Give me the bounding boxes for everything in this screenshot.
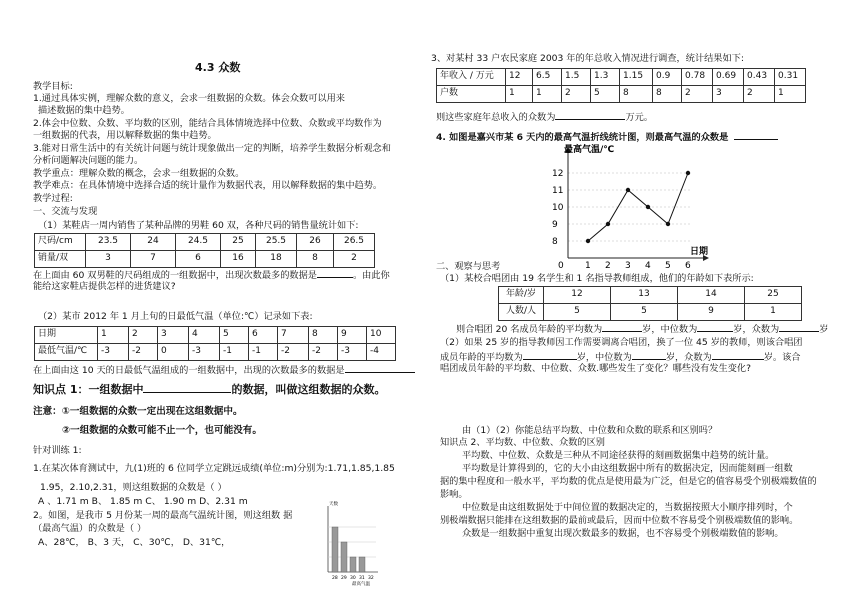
paragraph-2-line-3: 影响。: [440, 489, 468, 500]
question-2-text-a: 在上面由这 10 天的日最低气温组成的一组数据中，出现的次数最多的数据是: [33, 365, 345, 376]
shoe-cell: 26: [297, 234, 334, 251]
temp-cell: -2: [129, 344, 158, 361]
income-cell: 0.69: [713, 69, 744, 86]
discussion-2-line-2: [440, 350, 801, 364]
temp-cell: 4: [189, 327, 220, 344]
temp-cell: 最低气温/℃: [35, 344, 98, 361]
line-y-label: 最高气温/℃: [564, 145, 615, 155]
temp-cell: -2: [278, 344, 309, 361]
objective-2-line-2: 一组数据的代表，用以解释数据的集中趋势。: [33, 130, 217, 141]
paragraph-3-line-1: 中位数是由这组数据处于中间位置的数据决定的，当数据按照大小顺序排列时，个: [462, 502, 793, 513]
bar-tick-32: 32: [368, 576, 374, 581]
income-cell: 1.15: [620, 69, 653, 86]
discussion-2-line-1: （2）如果 25 岁的指导教师因工作需要调离合唱团，换了一位 45 岁的教师，则该合唱团: [440, 337, 803, 348]
bar: [332, 527, 338, 572]
shoe-cell: 25: [221, 234, 256, 251]
objective-3-line-2: 分析问题解决问题的能力。: [33, 155, 144, 166]
data-point: [586, 239, 590, 243]
bar-x-label: 最高气温: [352, 582, 370, 586]
y-tick-label: 8: [552, 237, 558, 247]
knowledge-point-1: [33, 382, 385, 397]
discussion-1: （1）某校合唱团由 19 名学生和 1 名指导教师组成，他们的年龄如下表所示:: [440, 273, 754, 284]
line-x-label: 日期: [690, 247, 709, 257]
shoe-cell: 25.5: [256, 234, 297, 251]
answer-blank[interactable]: [632, 350, 666, 360]
answer-blank[interactable]: [697, 322, 733, 332]
question-2-text: [33, 363, 415, 377]
question-1-text: [33, 268, 390, 282]
section-2-heading: 二、观察与思考: [436, 261, 501, 272]
shoe-cell: 2: [334, 251, 375, 268]
temperature-table: [34, 326, 396, 361]
paragraph-2-line-2: 据的集中程度和一般水平，平均数的优点是使用最为广泛，但是它的值容易受个别极端数值的: [440, 476, 817, 487]
shoe-cell: 24.5: [176, 234, 221, 251]
shoe-cell: 8: [297, 251, 334, 268]
age-cell: 14: [678, 287, 745, 304]
income-cell: 12: [506, 69, 533, 86]
y-tick-label: 11: [552, 186, 564, 196]
discussion-2-text-c: 岁，众数为: [665, 352, 712, 363]
answer-blank[interactable]: [734, 130, 778, 140]
shoe-size-table: [34, 233, 375, 268]
knowledge-point-1-a: 知识点 1：一组数据中: [33, 383, 144, 396]
y-tick-label: 10: [552, 203, 564, 213]
x-tick-label: 6: [685, 261, 691, 268]
income-cell: 1.5: [562, 69, 591, 86]
temp-cell: 10: [367, 327, 396, 344]
objective-1-line-2: 描述数据的集中趋势。: [38, 105, 130, 116]
temp-cell: -3: [338, 344, 367, 361]
income-cell: 2: [562, 86, 591, 103]
temp-cell: -3: [189, 344, 220, 361]
discussion-2-text-d: 岁。该合: [763, 352, 801, 363]
income-cell: 3: [713, 86, 744, 103]
knowledge-point-1-b: 的数据，叫做这组数据的众数。: [231, 383, 386, 396]
shoe-cell: 7: [131, 251, 176, 268]
bar: [341, 542, 347, 572]
shoe-cell: 3: [86, 251, 131, 268]
training-2-options: A、28℃， B、3 天， C、30℃， D、31℃，: [38, 537, 231, 548]
x-tick-label: 3: [625, 261, 631, 268]
paragraph-4: 众数是一组数据中重复出现次数最多的数据，也不容易受个别极端数值的影响。: [462, 528, 784, 539]
x-tick-label: 2: [605, 261, 611, 268]
answer-blank[interactable]: [555, 110, 625, 120]
income-cell: 0.31: [775, 69, 806, 86]
line-chart-grid: [568, 173, 692, 241]
training-1-options: A 、1.71 m B、 1.85 m C、 1.90 m D、2.31 m: [38, 496, 248, 507]
income-cell: 0.78: [682, 69, 713, 86]
paragraph-1: 平均数、中位数、众数是三种从不同途径获得的刻画数据集中趋势的统计量。: [462, 450, 775, 461]
note-1: 注意：①一组数据的众数一定出现在这组数据中。: [33, 406, 243, 417]
answer-blank[interactable]: [143, 382, 231, 393]
training-label: 针对训练 1:: [33, 445, 82, 456]
objective-1-line-1: 1.通过具体实例，理解众数的意义，会求一组数据的众数。体会众数可以用来: [33, 93, 345, 104]
data-point: [686, 171, 690, 175]
question-1-text-b: 。由此你: [352, 270, 390, 281]
objective-3-line-1: 3.能对日常生活中的有关统计问题与统计现象做出一定的判断，培养学生数据分析观念和: [33, 143, 391, 154]
question-3-text-b: 万元。: [625, 112, 653, 123]
objective-2-line-1: 2.体会中位数、众数、平均数的区别，能结合具体情境选择中位数、众数或平均数作为: [33, 118, 382, 129]
shoe-cell: 24: [131, 234, 176, 251]
question-1: （1）某鞋店一周内销售了某种品牌的男鞋 60 双，各种尺码的销售量统计如下:: [38, 220, 359, 231]
question-3-text-a: 则这些家庭年总收入的众数为: [436, 112, 556, 123]
data-point: [646, 205, 650, 209]
income-cell: 2: [682, 86, 713, 103]
income-cell: 0.43: [744, 69, 775, 86]
shoe-cell: 18: [256, 251, 297, 268]
shoe-cell: 销量/双: [35, 251, 86, 268]
answer-blank[interactable]: [779, 322, 819, 332]
income-cell: 5: [591, 86, 620, 103]
temp-cell: 日期: [35, 327, 98, 344]
income-cell: 0.9: [653, 69, 682, 86]
temp-cell: -1: [220, 344, 249, 361]
x-tick-label: 4: [645, 261, 651, 268]
objectives-label: 教学目标:: [33, 81, 73, 92]
age-table: [498, 286, 802, 321]
shoe-cell: 23.5: [86, 234, 131, 251]
x-tick-label: 5: [665, 261, 671, 268]
income-cell: 1: [775, 86, 806, 103]
temp-cell: 7: [278, 327, 309, 344]
y-tick-label: 12: [552, 169, 564, 179]
temp-cell: -4: [367, 344, 396, 361]
bar-y-label: 天数: [329, 502, 338, 507]
discussion-1-text: [456, 322, 828, 336]
section-1-heading: 一、交流与发现: [33, 206, 98, 217]
difficulty: 教学难点：在具体情境中选择合适的统计量作为数据代表，用以解释数据的集中趋势。: [33, 180, 383, 191]
x-tick-label: 0: [558, 261, 564, 268]
shoe-cell: 尺码/cm: [35, 234, 86, 251]
age-cell: 13: [611, 287, 678, 304]
temp-cell: 1: [98, 327, 129, 344]
answer-blank[interactable]: [317, 268, 353, 278]
bar-tick-28: 28: [332, 576, 338, 581]
discussion-2-text-b: 岁，中位数为: [576, 352, 632, 363]
key-point: 教学重点：理解众数的概念，会求一组数据的众数。: [33, 168, 245, 179]
income-cell: 8: [653, 86, 682, 103]
answer-blank[interactable]: [345, 363, 415, 373]
temp-cell: 5: [220, 327, 249, 344]
income-cell: 年收入 / 万元: [437, 69, 506, 86]
answer-blank[interactable]: [712, 350, 764, 360]
question-1-text-a: 在上面由 60 双男鞋的尺码组成的一组数据中，出现次数最多的数据是: [33, 270, 317, 281]
data-point: [666, 222, 670, 226]
training-2-line-2: （最高气温）的众数是（ ）: [33, 523, 147, 534]
temp-cell: 0: [158, 344, 189, 361]
age-cell: 年龄/岁: [499, 287, 544, 304]
summary-question: 由（1）（2）你能总结平均数、中位数和众数的联系和区别吗？: [462, 425, 718, 436]
shoe-cell: 6: [176, 251, 221, 268]
shoe-cell: 16: [221, 251, 256, 268]
age-cell: 25: [745, 287, 802, 304]
income-cell: 2: [744, 86, 775, 103]
process-label: 教学过程:: [33, 193, 73, 204]
question-2: （2）某市 2012 年 1 月上旬的日最低气温（单位:℃）记录如下表:: [38, 311, 313, 322]
temp-cell: -2: [309, 344, 338, 361]
age-cell: 1: [745, 304, 802, 321]
temp-cell: 6: [249, 327, 278, 344]
training-1-line-1: 1.在某次体育测试中，九(1)班的 6 位同学立定跳远成绩(单位:m)分别为:1.71,1.85,1.85: [33, 463, 395, 474]
age-cell: 9: [678, 304, 745, 321]
age-cell: 人数/人: [499, 304, 544, 321]
discussion-2-line-3: 唱团成员年龄的平均数、中位数、众数.哪些发生了变化？哪些没有发生变化?: [440, 363, 751, 374]
income-cell: 户数: [437, 86, 506, 103]
discussion-1-text-a: 则合唱团 20 名成员年龄的平均数为: [456, 324, 603, 335]
discussion-2-text-a: 成员年龄的平均数为: [440, 352, 523, 363]
bar-tick-31: 31: [359, 576, 365, 581]
page-title: 4.3 众数: [195, 61, 241, 74]
temp-cell: -1: [249, 344, 278, 361]
discussion-1-text-c: 岁，众数为: [733, 324, 780, 335]
data-point: [606, 222, 610, 226]
paragraph-3-line-2: 别极端数据只能排在这组数据的最前或最后，因而中位数不容易受个别极端数值的影响。: [440, 515, 799, 526]
y-tick-label: 9: [552, 220, 558, 230]
question-1-text-c: 能给这家鞋店提供怎样的进货建议?: [33, 281, 176, 292]
discussion-1-text-d: 岁: [819, 324, 829, 335]
temp-cell: 3: [158, 327, 189, 344]
answer-blank[interactable]: [523, 350, 577, 360]
x-tick-label: 1: [585, 261, 591, 268]
temperature-line-chart: [540, 142, 720, 268]
question-3-text: [436, 110, 653, 124]
training-1-line-2: 1.95，2.10,2.31，则这组数据的众数是（ ）: [40, 482, 227, 493]
income-cell: 1.3: [591, 69, 620, 86]
bar: [359, 557, 365, 572]
income-cell: 1: [533, 86, 562, 103]
knowledge-point-2: 知识点 2、平均数、中位数、众数的区别: [440, 437, 605, 448]
temp-cell: -3: [98, 344, 129, 361]
temp-cell: 8: [309, 327, 338, 344]
question-3: 3、对某村 33 户农民家庭 2003 年的年总收入情况进行调查，统计结果如下:: [431, 53, 744, 64]
temperature-bar-chart: [316, 498, 382, 586]
answer-blank[interactable]: [602, 322, 642, 332]
question-4-text: 4. 如图是嘉兴市某 6 天内的最高气温折线统计图，则最高气温的众数是: [436, 132, 729, 143]
training-2-line-1: 2。如图，是我市 5 月份某一周的最高气温统计图，则这组数 据: [33, 510, 293, 521]
age-cell: 5: [544, 304, 611, 321]
income-cell: 8: [620, 86, 653, 103]
income-cell: 6.5: [533, 69, 562, 86]
bar-tick-29: 29: [341, 576, 347, 581]
bar: [350, 557, 356, 572]
discussion-1-text-b: 岁，中位数为: [642, 324, 698, 335]
income-table: [436, 68, 806, 103]
age-cell: 12: [544, 287, 611, 304]
income-cell: 1: [506, 86, 533, 103]
note-2: ②一组数据的众数可能不止一个，也可能没有。: [62, 425, 262, 436]
temp-cell: 9: [338, 327, 367, 344]
temp-cell: 2: [129, 327, 158, 344]
data-point: [626, 188, 630, 192]
paragraph-2-line-1: 平均数是计算得到的，它的大小由这组数据中所有的数据决定，因而能刻画一组数: [462, 463, 793, 474]
bar-tick-30: 30: [350, 576, 356, 581]
shoe-cell: 26.5: [334, 234, 375, 251]
age-cell: 5: [611, 304, 678, 321]
